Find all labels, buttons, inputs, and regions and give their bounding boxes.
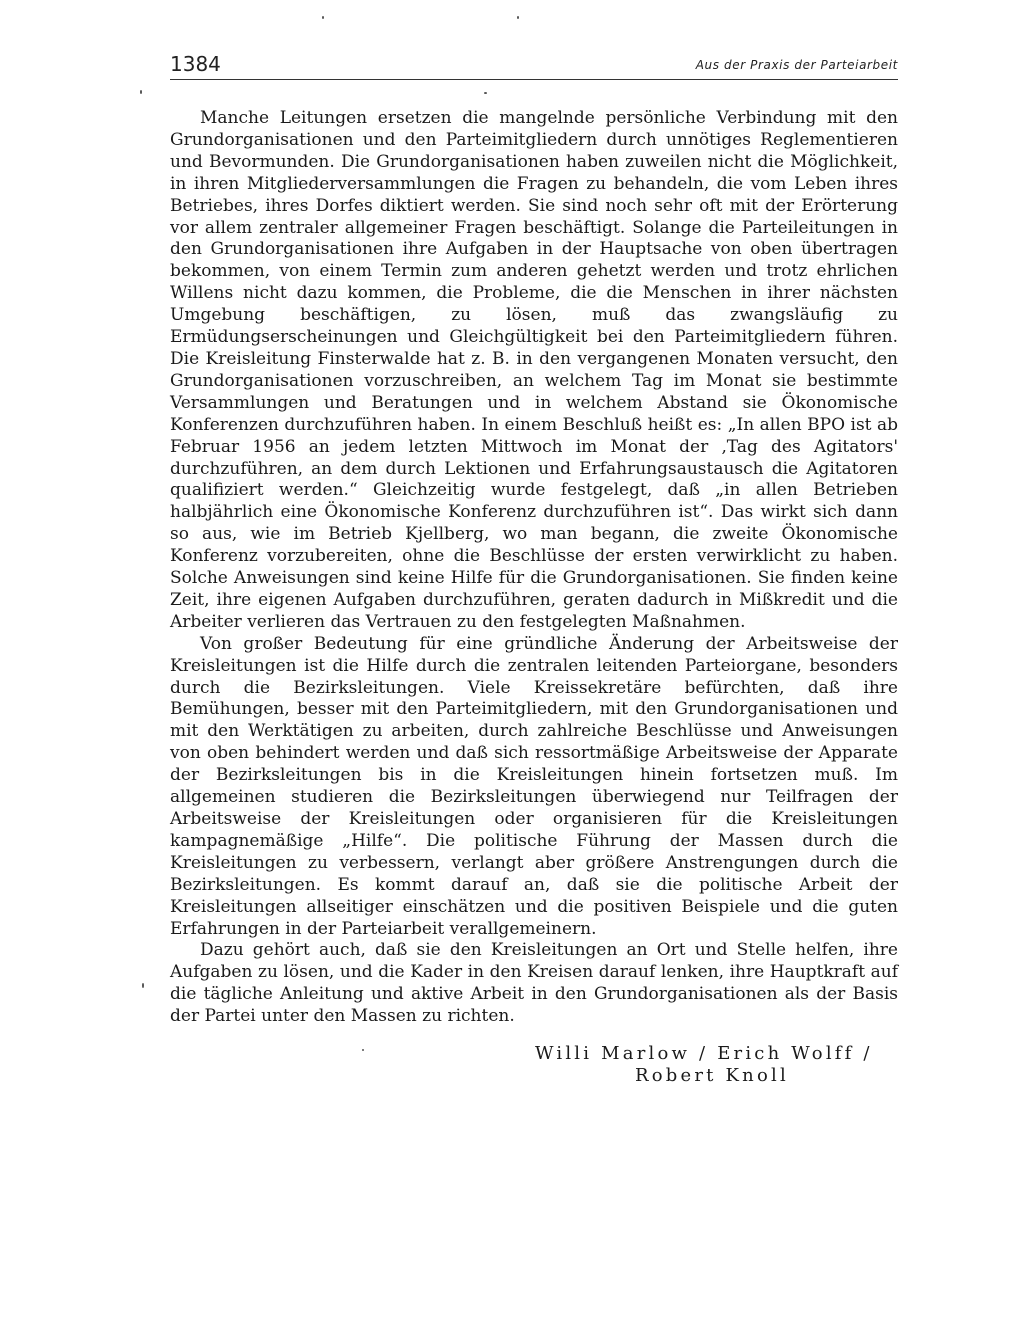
scan-speck xyxy=(322,16,324,19)
author-signature-line-1: Willi Marlow / Erich Wolff / xyxy=(535,1043,873,1064)
scan-speck xyxy=(362,1049,364,1051)
scan-speck xyxy=(142,983,144,988)
scan-speck xyxy=(140,90,142,94)
page-header xyxy=(170,52,898,80)
page-number: 1384 xyxy=(170,52,221,76)
author-signature-line-2: Robert Knoll xyxy=(635,1065,789,1086)
header-rule xyxy=(170,79,898,80)
scan-speck xyxy=(484,92,487,94)
article-body xyxy=(170,108,898,1086)
paragraph-3: Dazu gehört auch, daß sie den Kreisleitungen an Ort und Stelle helfen, ihre Aufgaben zu lösen, und die Kader in den Kreisen darauf lenken, ihre Hauptkraft auf die tägliche Anleitung und aktive Arbeit in den Grundorganisationen als der Basis der Partei unter den Massen zu richten. xyxy=(170,940,898,1027)
running-head: Aus der Praxis der Parteiarbeit xyxy=(695,58,898,72)
paragraph-1: Manche Leitungen ersetzen die mangelnde persönliche Verbindung mit den Grundorganisationen und den Parteimitgliedern durch unnötiges Reglementieren und Bevormunden. Die Grundorganisationen haben zuweilen nicht die Möglichkeit, in ihren Mitgliederversammlungen die Fragen zu behandeln, die vom Leben ihres Betriebes, ihres Dorfes diktiert werden. Sie sind noch sehr oft mit der Erörterung vor allem zentraler allgemeiner Fragen beschäftigt. Solange die Parteileitungen in den Grundorganisationen ihre Aufgaben in der Hauptsache von oben übertragen bekommen, von einem Termin zum anderen gehetzt werden und trotz ehrlichen Willens nicht dazu kommen, die Probleme, die die Menschen in ihrer nächsten Umgebung beschäftigen, zu lösen, muß das zwangsläufig zu Ermüdungserscheinungen und Gleichgültigkeit bei den Parteimitgliedern führen. Die Kreisleitung Finsterwalde hat z. B. in den vergangenen Monaten versucht, den Grundorganisationen vorzuschreiben, an welchem Tag im Monat sie bestimmte Versammlungen und Beratungen und in welchem Abstand sie Ökonomische Konferenzen durchzuführen haben. In einem Beschluß heißt es: „In allen BPO ist ab Februar 1956 an jedem letzten Mittwoch im Monat der ‚Tag des Agitators' durchzuführen, an dem durch Lektionen und Erfahrungsaustausch die Agitatoren qualifiziert werden.“ Gleichzeitig wurde festgelegt, daß „in allen Betrieben halbjährlich eine Ökonomische Konferenz durchzuführen ist“. Das wirkt sich dann so aus, wie im Betrieb Kjellberg, wo man begann, die zweite Ökonomische Konferenz vorzubereiten, ohne die Beschlüsse der ersten verwirklicht zu haben. Solche Anweisungen sind keine Hilfe für die Grundorganisationen. Sie finden keine Zeit, ihre eigenen Aufgaben durchzuführen, geraten dadurch in Mißkredit und die Arbeiter verlieren das Vertrauen zu den festgelegten Maßnahmen. xyxy=(170,108,898,632)
paragraph-2: Von großer Bedeutung für eine gründliche Änderung der Arbeitsweise der Kreisleitungen ist die Hilfe durch die zentralen leitenden Parteiorgane, besonders durch die Bezirksleitungen. Viele Kreissekretäre befürchten, daß ihre Bemühungen, besser mit den Parteimitgliedern, mit den Grundorganisationen und mit den Werktätigen zu arbeiten, durch zahlreiche Beschlüsse und Anweisungen von oben behindert werden und daß sich ressortmäßige Arbeitsweise der Apparate der Bezirksleitungen bis in die Kreisleitungen hinein fortsetzen muß. Im allgemeinen studieren die Bezirksleitungen überwiegend nur Teilfragen der Arbeitsweise der Kreisleitungen oder organisieren für die Kreisleitungen kampagnemäßige „Hilfe“. Die politische Führung der Massen durch die Kreisleitungen zu verbessern, verlangt aber größere Anstrengungen durch die Bezirksleitungen. Es kommt darauf an, daß sie die politische Arbeit der Kreisleitungen allseitiger einschätzen und die positiven Beispiele und die guten Erfahrungen in der Parteiarbeit verallgemeinern. xyxy=(170,633,898,939)
scan-speck xyxy=(517,16,519,19)
